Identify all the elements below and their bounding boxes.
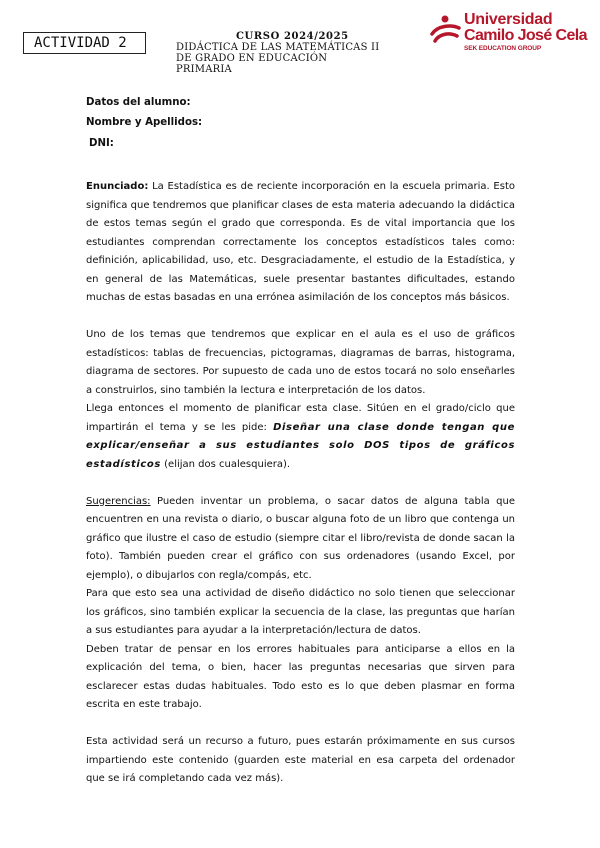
student-dni-label: DNI: xyxy=(89,138,114,149)
university-emblem-icon xyxy=(429,14,461,44)
task-text-before: Llega entonces el momento de planificar esta clase. Sitúen en el grado/ciclo que impartirán el tema y se les pide: xyxy=(86,403,515,433)
logo-line3: SEK EDUCATION GROUP xyxy=(464,45,542,52)
course-subject-line2: DE GRADO EN EDUCACIÓN xyxy=(176,53,328,64)
statement-label: Enunciado: xyxy=(86,181,149,192)
logo-line1: Universidad xyxy=(464,11,553,28)
suggestions-paragraph xyxy=(86,493,515,586)
university-logo xyxy=(429,12,589,64)
paragraph-graphics: Uno de los temas que tendremos que explicar en el aula es el uso de gráficos estadísticos: tablas de frecuencias, pictogramas, diagramas de barras, histograma, diagrama de sectores. Por supuesto de cada uno de estos tocará no solo enseñarles a construirlos, sino también la lectura e interpretación de los datos. xyxy=(86,329,515,396)
paragraph-future: Esta actividad será un recurso a futuro, pues estarán próximamente en sus cursos impartiendo este contenido (guarden este material en esa carpeta del ordenador que se irá completando cada vez más). xyxy=(86,736,515,784)
course-header xyxy=(176,31,421,75)
course-year: CURSO 2024/2025 xyxy=(236,31,349,42)
activity-label: ACTIVIDAD 2 xyxy=(23,32,146,54)
suggestions-text: Pueden inventar un problema, o sacar datos de alguna tabla que encuentren en una revista o diario, o buscar alguna foto de un libro que contenga un gráfico que ilustre el caso de estudio (siempre citar el libro/revista de donde sacan la foto). También pueden crear el gráfico con sus ordenadores (usando Excel, por ejemplo), o dibujarlos con regla/compás, etc. xyxy=(86,495,515,581)
assignment-body xyxy=(86,178,515,789)
task-text-after: (elijan dos cualesquiera). xyxy=(160,458,291,470)
course-subject-line1: DIDÁCTICA DE LAS MATEMÁTICAS II xyxy=(176,42,380,53)
paragraph-task xyxy=(86,400,515,474)
paragraph-design: Para que esto sea una actividad de diseño didáctico no solo tienen que seleccionar los gráficos, sino también explicar la secuencia de la clase, las preguntas que harían a sus estudiantes para ayudar a la interpretación/lectura de datos. xyxy=(86,588,515,636)
student-name-label: Nombre y Apellidos: xyxy=(86,117,203,128)
course-subject-line3: PRIMARIA xyxy=(176,64,232,75)
student-data-label: Datos del alumno: xyxy=(86,97,191,108)
paragraph-errors: Deben tratar de pensar en los errores habituales para anticiparse a ellos en la explicación del tema, o bien, hacer las preguntas necesarias que sirven para esclarecer estas dudas habituales. Todo esto es lo que deben plasmar en forma escrita en este trabajo. xyxy=(86,643,515,710)
suggestions-label: Sugerencias: xyxy=(86,495,151,507)
logo-line2: Camilo José Cela xyxy=(464,27,587,44)
statement-paragraph xyxy=(86,178,515,308)
task-emphasis: Diseñar una clase donde tengan que explicar/enseñar a sus estudiantes solo DOS tipos de gráficos estadísticos xyxy=(86,421,515,470)
statement-text: La Estadística es de reciente incorporación en la escuela primaria. Esto significa que tendremos que planificar clases de esta materia adecuando la didáctica de estos temas según el grado que corresponda. Es de vital importancia que los estudiantes comprendan correctamente los conceptos estadísticos tales como: definición, aplicabilidad, uso, etc. Desgraciadamente, el estudio de la Estadística, y en general de las Matemáticas, suele presentar bastantes dificultades, estando muchas de estas basadas en una errónea asimilación de los conceptos más básicos. xyxy=(86,181,515,303)
student-data xyxy=(86,96,202,157)
